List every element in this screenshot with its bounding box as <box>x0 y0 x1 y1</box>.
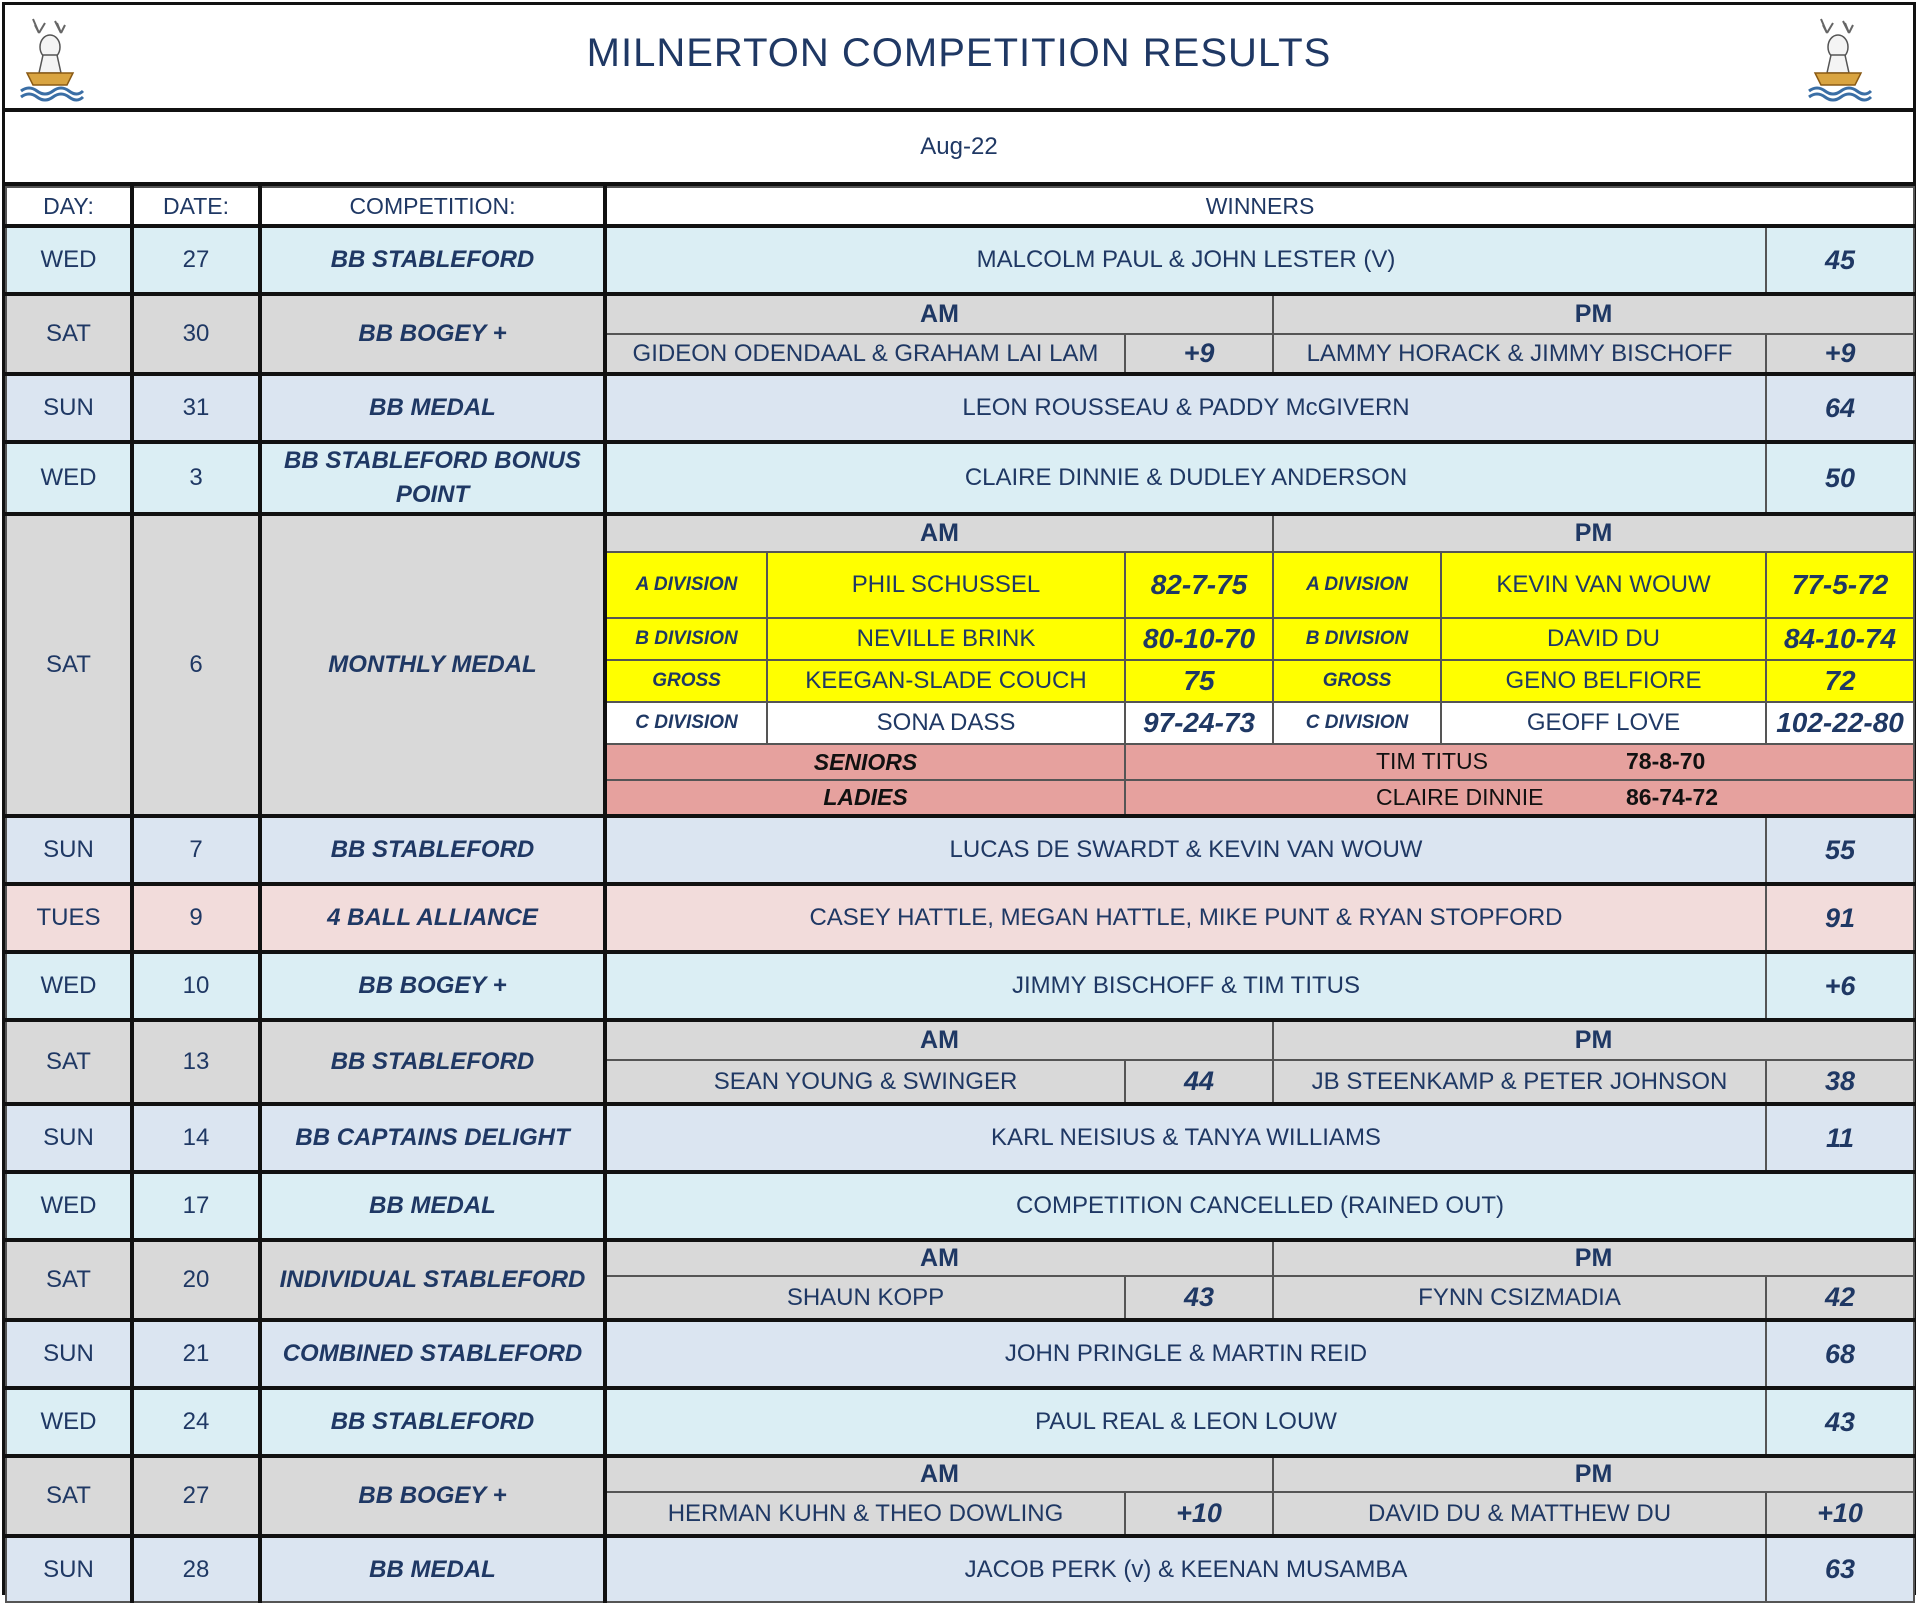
winner-cell: KEVIN VAN WOUW <box>1441 552 1766 618</box>
ladies-label: LADIES <box>605 780 1125 816</box>
score-cell: 11 <box>1766 1104 1914 1172</box>
table-row <box>6 816 1914 884</box>
winner-cell: JIMMY BISCHOFF & TIM TITUS <box>605 952 1766 1020</box>
page-title: MILNERTON COMPETITION RESULTS <box>586 31 1332 75</box>
pm-label: PM <box>1273 1456 1914 1492</box>
date-cell: 10 <box>132 952 260 1020</box>
score-cell: 50 <box>1766 442 1914 514</box>
winner-cell: LUCAS DE SWARDT & KEVIN VAN WOUW <box>605 816 1766 884</box>
division-label: B DIVISION <box>605 618 767 660</box>
winner-cell: GEOFF LOVE <box>1441 702 1766 744</box>
day-cell: SUN <box>6 1536 132 1602</box>
date-cell: 6 <box>132 514 260 816</box>
winner-cell: PAUL REAL & LEON LOUW <box>605 1388 1766 1456</box>
seniors-result <box>1125 744 1914 780</box>
am-label: AM <box>605 1456 1273 1492</box>
table-row <box>6 1388 1914 1456</box>
pm-label: PM <box>1273 514 1914 552</box>
table-row <box>6 1240 1914 1276</box>
competition-cell: BB BOGEY + <box>260 294 605 374</box>
pm-winner-cell: JB STEENKAMP & PETER JOHNSON <box>1273 1060 1766 1104</box>
date-cell: 17 <box>132 1172 260 1240</box>
winner-cell: LEON ROUSSEAU & PADDY McGIVERN <box>605 374 1766 442</box>
col-winners: WINNERS <box>605 187 1914 226</box>
pm-label: PM <box>1273 1240 1914 1276</box>
day-cell: SUN <box>6 816 132 884</box>
date-cell: 21 <box>132 1320 260 1388</box>
score-cell: 75 <box>1125 660 1273 702</box>
score-cell: 82-7-75 <box>1125 552 1273 618</box>
day-cell: SAT <box>6 514 132 816</box>
score-cell: 91 <box>1766 884 1914 952</box>
score-cell: 86-74-72 <box>1626 783 1719 810</box>
pm-winner-cell: FYNN CSIZMADIA <box>1273 1276 1766 1320</box>
date-cell: 20 <box>132 1240 260 1320</box>
month-label: Aug-22 <box>5 112 1913 186</box>
division-label: GROSS <box>1273 660 1441 702</box>
score-cell: 68 <box>1766 1320 1914 1388</box>
table-row <box>6 1536 1914 1602</box>
day-cell: SAT <box>6 294 132 374</box>
winner-cell: DAVID DU <box>1441 618 1766 660</box>
score-cell: 64 <box>1766 374 1914 442</box>
competition-cell: BB STABLEFORD <box>260 1388 605 1456</box>
score-cell: 84-10-74 <box>1766 618 1914 660</box>
am-score-cell: 43 <box>1125 1276 1273 1320</box>
table-row <box>6 294 1914 334</box>
score-cell: 55 <box>1766 816 1914 884</box>
competition-cell: BB STABLEFORD <box>260 1020 605 1104</box>
winner-cell: TIM TITUS <box>1376 748 1489 774</box>
competition-cell: BB CAPTAINS DELIGHT <box>260 1104 605 1172</box>
table-row <box>6 374 1914 442</box>
pm-winner-cell: DAVID DU & MATTHEW DU <box>1273 1492 1766 1536</box>
table-row <box>6 1172 1914 1240</box>
day-cell: SUN <box>6 1320 132 1388</box>
pm-score-cell: 38 <box>1766 1060 1914 1104</box>
col-day: DAY: <box>6 187 132 226</box>
am-label: AM <box>605 294 1273 334</box>
am-winner-cell: GIDEON ODENDAAL & GRAHAM LAI LAM <box>605 334 1125 374</box>
day-cell: WED <box>6 1388 132 1456</box>
score-cell: 43 <box>1766 1388 1914 1456</box>
am-winner-cell: SHAUN KOPP <box>605 1276 1125 1320</box>
table-row <box>6 1320 1914 1388</box>
score-cell: 63 <box>1766 1536 1914 1602</box>
am-label: AM <box>605 514 1273 552</box>
winner-cell: CLAIRE DINNIE <box>1376 783 1544 810</box>
score-cell: 97-24-73 <box>1125 702 1273 744</box>
date-cell: 31 <box>132 374 260 442</box>
day-cell: WED <box>6 226 132 294</box>
date-cell: 27 <box>132 1456 260 1536</box>
table-row <box>6 952 1914 1020</box>
score-cell: 78-8-70 <box>1626 748 1706 774</box>
division-label: GROSS <box>605 660 767 702</box>
pm-score-cell: 42 <box>1766 1276 1914 1320</box>
score-cell: 72 <box>1766 660 1914 702</box>
pm-winner-cell: LAMMY HORACK & JIMMY BISCHOFF <box>1273 334 1766 374</box>
division-label: C DIVISION <box>605 702 767 744</box>
am-winner-cell: SEAN YOUNG & SWINGER <box>605 1060 1125 1104</box>
day-cell: SAT <box>6 1020 132 1104</box>
competition-cell: BB STABLEFORD <box>260 226 605 294</box>
pm-label: PM <box>1273 1020 1914 1060</box>
competition-cell: BB BOGEY + <box>260 952 605 1020</box>
table-row <box>6 1104 1914 1172</box>
division-label: B DIVISION <box>1273 618 1441 660</box>
division-label: A DIVISION <box>605 552 767 618</box>
day-cell: WED <box>6 1172 132 1240</box>
winner-cell: SONA DASS <box>767 702 1125 744</box>
winner-cell: KARL NEISIUS & TANYA WILLIAMS <box>605 1104 1766 1172</box>
competition-cell: INDIVIDUAL STABLEFORD <box>260 1240 605 1320</box>
table-row <box>6 1456 1914 1492</box>
col-competition: COMPETITION: <box>260 187 605 226</box>
winner-cell: GENO BELFIORE <box>1441 660 1766 702</box>
score-cell: +6 <box>1766 952 1914 1020</box>
score-cell: 80-10-70 <box>1125 618 1273 660</box>
day-cell: SUN <box>6 1104 132 1172</box>
winner-cell: NEVILLE BRINK <box>767 618 1125 660</box>
date-cell: 24 <box>132 1388 260 1456</box>
competition-cell: BB STABLEFORD BONUS POINT <box>260 442 605 514</box>
header <box>5 5 1913 112</box>
competition-cell: 4 BALL ALLIANCE <box>260 884 605 952</box>
day-cell: WED <box>6 442 132 514</box>
date-cell: 9 <box>132 884 260 952</box>
score-cell: 77-5-72 <box>1766 552 1914 618</box>
col-date: DATE: <box>132 187 260 226</box>
division-label: C DIVISION <box>1273 702 1441 744</box>
pm-score-cell: +10 <box>1766 1492 1914 1536</box>
pm-score-cell: +9 <box>1766 334 1914 374</box>
day-cell: SUN <box>6 374 132 442</box>
table-row <box>6 442 1914 514</box>
am-score-cell: +9 <box>1125 334 1273 374</box>
winner-cell: PHIL SCHUSSEL <box>767 552 1125 618</box>
winner-cell: CLAIRE DINNIE & DUDLEY ANDERSON <box>605 442 1766 514</box>
winner-cell: CASEY HATTLE, MEGAN HATTLE, MIKE PUNT & RYAN STOPFORD <box>605 884 1766 952</box>
am-winner-cell: HERMAN KUHN & THEO DOWLING <box>605 1492 1125 1536</box>
table-row <box>6 1020 1914 1060</box>
winner-cell: KEEGAN-SLADE COUCH <box>767 660 1125 702</box>
results-table <box>5 186 1915 1603</box>
score-cell: 45 <box>1766 226 1914 294</box>
table-row <box>6 226 1914 294</box>
seniors-label: SENIORS <box>605 744 1125 780</box>
competition-cell: BB BOGEY + <box>260 1456 605 1536</box>
competition-cell: MONTHLY MEDAL <box>260 514 605 816</box>
am-label: AM <box>605 1240 1273 1276</box>
table-row <box>6 514 1914 552</box>
am-score-cell: +10 <box>1125 1492 1273 1536</box>
date-cell: 14 <box>132 1104 260 1172</box>
division-label: A DIVISION <box>1273 552 1441 618</box>
day-cell: SAT <box>6 1240 132 1320</box>
date-cell: 28 <box>132 1536 260 1602</box>
competition-cell: BB MEDAL <box>260 1536 605 1602</box>
column-headers <box>6 187 1914 226</box>
winner-cell: MALCOLM PAUL & JOHN LESTER (V) <box>605 226 1766 294</box>
winner-cell: JOHN PRINGLE & MARTIN REID <box>605 1320 1766 1388</box>
competition-cell: BB STABLEFORD <box>260 816 605 884</box>
competition-cell: COMBINED STABLEFORD <box>260 1320 605 1388</box>
day-cell: SAT <box>6 1456 132 1536</box>
winner-cell: COMPETITION CANCELLED (RAINED OUT) <box>605 1172 1914 1240</box>
day-cell: TUES <box>6 884 132 952</box>
winner-cell: JACOB PERK (v) & KEENAN MUSAMBA <box>605 1536 1766 1602</box>
date-cell: 7 <box>132 816 260 884</box>
results-sheet <box>2 2 1916 1595</box>
competition-cell: BB MEDAL <box>260 374 605 442</box>
day-cell: WED <box>6 952 132 1020</box>
table-row <box>6 884 1914 952</box>
date-cell: 30 <box>132 294 260 374</box>
am-label: AM <box>605 1020 1273 1060</box>
pm-label: PM <box>1273 294 1914 334</box>
club-crest-stag-icon <box>1801 11 1873 103</box>
date-cell: 27 <box>132 226 260 294</box>
date-cell: 3 <box>132 442 260 514</box>
date-cell: 13 <box>132 1020 260 1104</box>
score-cell: 102-22-80 <box>1766 702 1914 744</box>
competition-cell: BB MEDAL <box>260 1172 605 1240</box>
am-score-cell: 44 <box>1125 1060 1273 1104</box>
ladies-result <box>1125 780 1914 816</box>
